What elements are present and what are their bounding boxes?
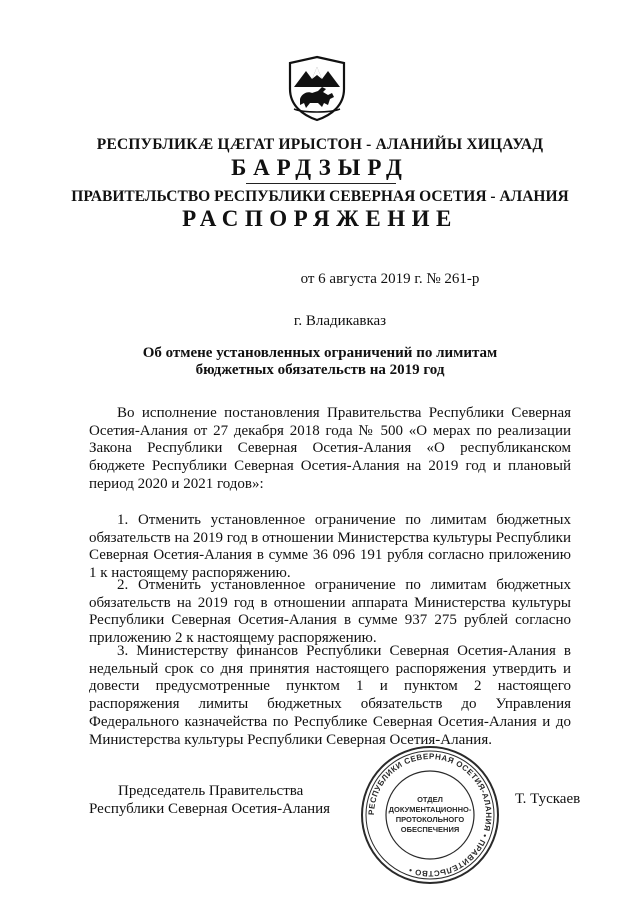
seal-ring-text: РЕСПУБЛИКИ СЕВЕРНАЯ ОСЕТИЯ-АЛАНИЯ • ПРАВИТЕЛЬСТВО •	[366, 751, 494, 879]
signatory-position-line-1: Председатель Правительства	[118, 783, 304, 799]
coat-of-arms-icon	[282, 53, 352, 123]
clause-2: 2. Отменить установленное ограничение по лимитам бюджетных обязательств на 2019 год в отношении аппарата Министерства культуры Республики Северная Осетия-Алания в сумме 937 275 рублей согласно приложению 2 к настоящему распоряжению.	[89, 577, 571, 647]
seal-center-line-3: ПРОТОКОЛЬНОГО	[395, 815, 465, 824]
header-divider	[246, 183, 396, 184]
document-date-number: от 6 августа 2019 г. № 261-р	[300, 271, 480, 287]
clause-3: 3. Министерству финансов Республики Северная Осетия-Алания в недельный срок со дня принятия настоящего распоряжения утвердить и довести предусмотренные пунктом 1 и пунктом 2 настоящего распоряжения лимиты бюджетных обязательств до Управления Федерального казначейства по Республике Северная Осетия-Алания и до Министерства культуры Республики Северная Осетия-Алания.	[89, 643, 571, 748]
signatory-name: Т. Тускаев	[515, 791, 581, 807]
seal-center-line-1: ОТДЕЛ	[417, 795, 443, 804]
seal-center-line-2: ДОКУМЕНТАЦИОННО-	[388, 805, 472, 814]
doc-type-ossetian: БАРДЗЫРД	[231, 155, 409, 180]
subject-line-2: бюджетных обязательств на 2019 год	[195, 362, 445, 378]
clause-1: 1. Отменить установленное ограничение по лимитам бюджетных обязательств на 2019 год в отношении Министерства культуры Республики Северная Осетия-Алания в сумме 36 096 191 рубля согласно приложению 1 к настоящему распоряжению.	[89, 512, 571, 582]
preamble-paragraph: Во исполнение постановления Правительства Республики Северная Осетия-Алания от 27 декабря 2018 года № 500 «О мерах по реализации Закона Республики Северная Осетия-Алания «О республиканском бюджете Республики Северная Осетия-Алания на 2019 год и плановый период 2020 и 2021 годов»:	[89, 405, 571, 492]
seal-center-line-4: ОБЕСПЕЧЕНИЯ	[400, 825, 460, 834]
government-name-ossetian: РЕСПУБЛИКӔ ЦӔГАТ ИРЫСТОН - АЛАНИЙЫ ХИЦАУАД	[96, 136, 544, 153]
doc-type-russian: РАСПОРЯЖЕНИЕ	[182, 206, 458, 231]
document-city: г. Владикавказ	[293, 313, 387, 329]
signatory-position	[89, 782, 330, 818]
government-name-russian: ПРАВИТЕЛЬСТВО РЕСПУБЛИКИ СЕВЕРНАЯ ОСЕТИЯ - АЛАНИЯ	[71, 188, 569, 205]
subject-line-1: Об отмене установленных ограничений по лимитам	[142, 345, 498, 361]
official-seal-icon	[359, 744, 501, 886]
signatory-position-line-2: Республики Северная Осетия-Алания	[89, 801, 331, 817]
